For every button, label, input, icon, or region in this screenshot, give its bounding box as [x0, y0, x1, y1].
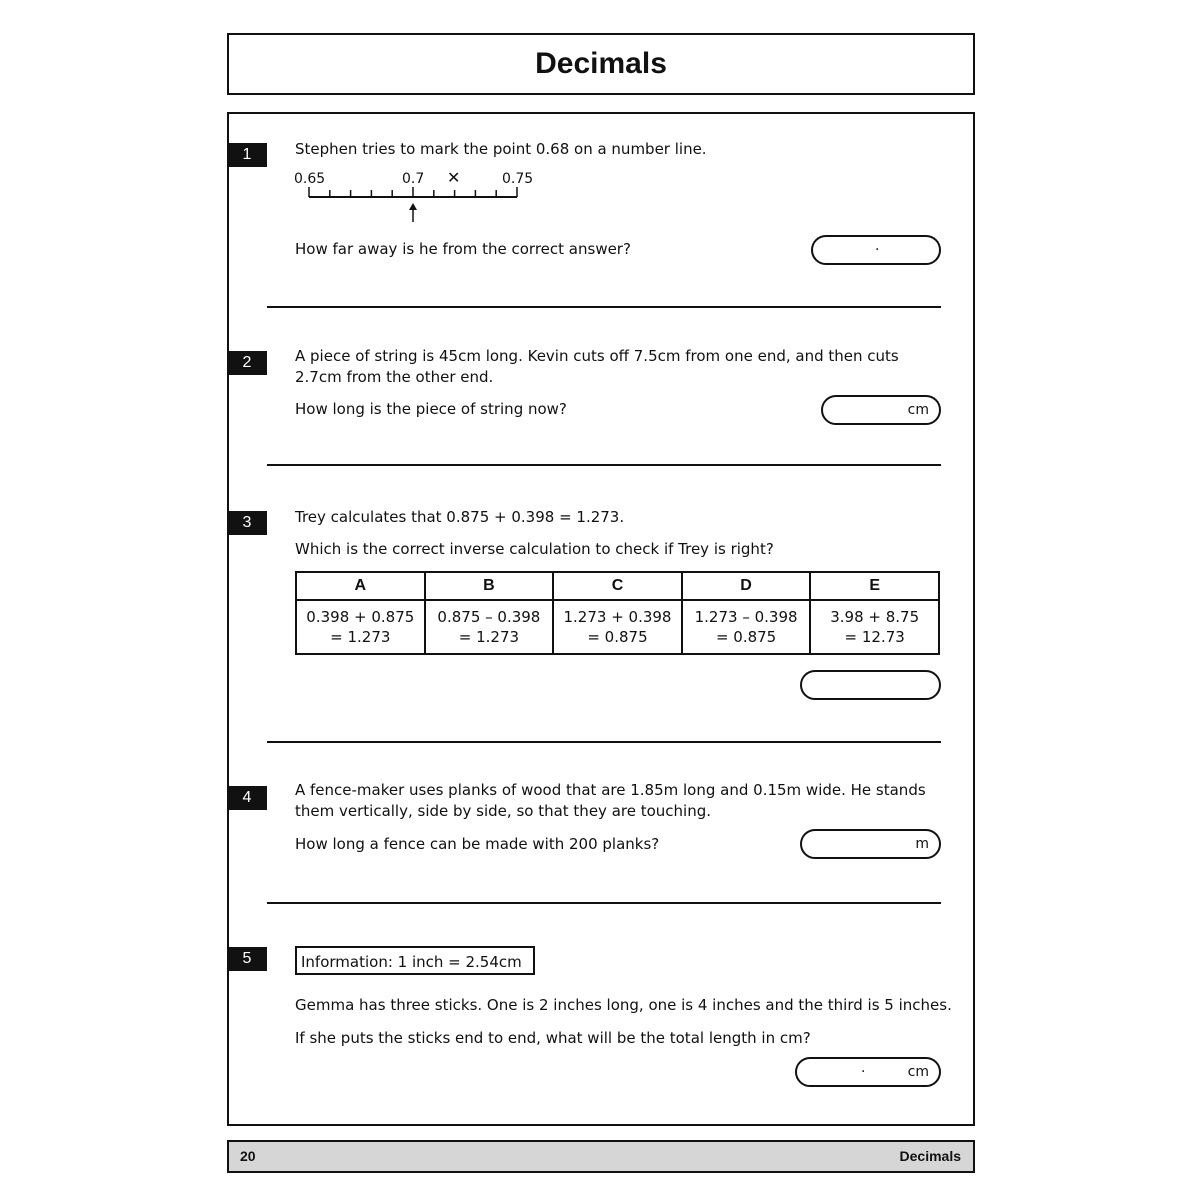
question-4-text: A fence-maker uses planks of wood that are 1.85m long and 0.15m wide. He stands them vertically, side by side, so that they are touching. [295, 781, 926, 820]
title-banner [227, 33, 975, 95]
unit-label: cm [907, 1064, 929, 1080]
answer-box-4[interactable] [800, 829, 941, 859]
unit-label: cm [907, 402, 929, 418]
option-b-line2: = 1.273 [458, 628, 520, 646]
number-line [290, 165, 550, 229]
unit-label: m [915, 836, 929, 852]
number-line-label-middle: 0.7 [402, 171, 425, 187]
answer-box-5[interactable] [795, 1057, 941, 1087]
cross-mark: ✕ [447, 168, 461, 187]
decimal-point-placeholder: . [861, 1060, 866, 1076]
question-4-prompt: How long a fence can be made with 200 planks? [295, 835, 660, 853]
answer-box-2[interactable] [821, 395, 941, 425]
question-2-text: A piece of string is 45cm long. Kevin cuts off 7.5cm from one end, and then cuts 2.7cm from the other end. [295, 347, 899, 386]
question-number-4: 4 [227, 786, 267, 810]
question-number-5: 5 [227, 947, 267, 971]
divider [267, 306, 941, 308]
divider [267, 902, 941, 904]
question-2-prompt: How long is the piece of string now? [295, 400, 567, 418]
page-title: Decimals [535, 47, 667, 80]
option-c-line2: = 0.875 [587, 628, 648, 646]
option-c[interactable] [553, 600, 682, 654]
option-c-line1: 1.273 + 0.398 [563, 608, 672, 626]
question-number-2: 2 [227, 351, 267, 375]
number-line-axis [309, 187, 517, 197]
option-b[interactable] [425, 600, 554, 654]
option-letter-b[interactable]: B [425, 572, 554, 600]
page-number: 20 [240, 1148, 256, 1164]
question-3-prompt: Which is the correct inverse calculation to check if Trey is right? [295, 540, 774, 558]
divider [267, 464, 941, 466]
options-table [295, 571, 940, 655]
option-b-line1: 0.875 – 0.398 [437, 608, 541, 626]
option-d[interactable] [682, 600, 811, 654]
question-3-text: Trey calculates that 0.875 + 0.398 = 1.273. [295, 508, 625, 526]
answer-box-1[interactable] [811, 235, 941, 265]
number-line-label-end: 0.75 [502, 171, 534, 187]
divider [267, 741, 941, 743]
number-line-label-start: 0.65 [294, 171, 326, 187]
question-1-text: Stephen tries to mark the point 0.68 on a number line. [295, 140, 707, 158]
question-5-prompt: If she puts the sticks end to end, what will be the total length in cm? [295, 1029, 811, 1047]
student-arrow [409, 203, 417, 222]
option-d-line2: = 0.875 [715, 628, 777, 646]
option-letter-a[interactable]: A [296, 572, 425, 600]
option-d-line1: 1.273 – 0.398 [694, 608, 798, 626]
question-number-1: 1 [227, 143, 267, 167]
page-footer [227, 1140, 975, 1173]
option-e-line1: 3.98 + 8.75 [830, 608, 920, 626]
option-a-line1: 0.398 + 0.875 [306, 608, 415, 626]
answer-box-3[interactable] [800, 670, 941, 700]
question-1-prompt: How far away is he from the correct answer? [295, 240, 631, 258]
option-letter-e[interactable]: E [810, 572, 939, 600]
option-a-line2: = 1.273 [330, 628, 391, 646]
question-number-3: 3 [227, 511, 267, 535]
decimal-point-placeholder: . [875, 238, 880, 254]
footer-section-title: Decimals [899, 1148, 961, 1164]
option-a[interactable] [296, 600, 425, 654]
question-5-text: Gemma has three sticks. One is 2 inches long, one is 4 inches and the third is 5 inches. [295, 996, 952, 1014]
option-e[interactable] [810, 600, 939, 654]
information-box: Information: 1 inch = 2.54cm [295, 946, 535, 975]
option-letter-d[interactable]: D [682, 572, 811, 600]
option-e-line2: = 12.73 [844, 628, 905, 646]
option-letter-c[interactable]: C [553, 572, 682, 600]
